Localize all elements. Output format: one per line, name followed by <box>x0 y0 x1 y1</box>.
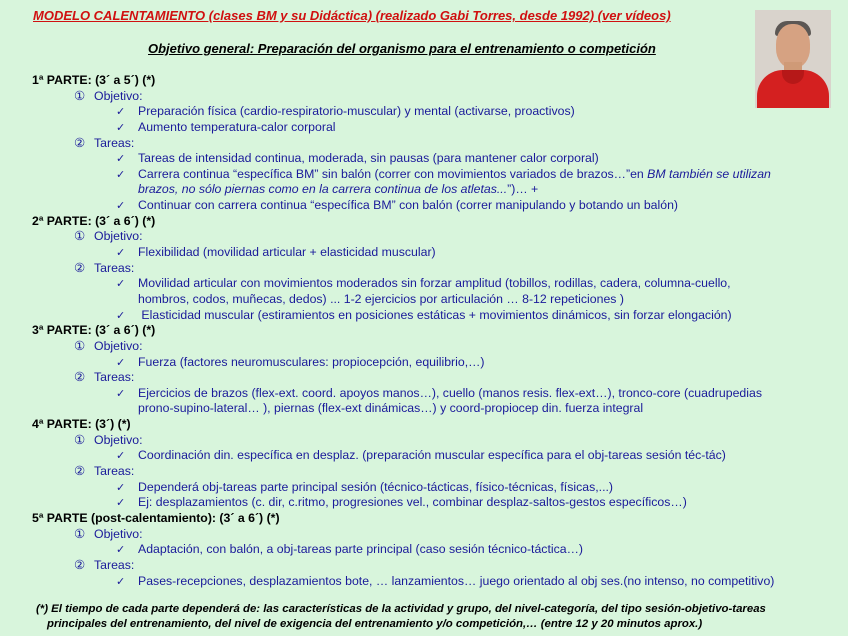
list-item: ✓ Tareas de intensidad continua, moderada, sin pausas (para mantener calor corporal) <box>0 151 848 167</box>
list-item: ✓ Aumento temperatura-calor corporal <box>0 120 848 136</box>
section-number: ① <box>74 229 86 244</box>
list-item: ✓ Elasticidad muscular (estiramientos en posiciones estáticas + movimientos dinámicos, sin forzar elongación) <box>0 308 848 324</box>
section-heading: ② Tareas: <box>74 135 135 150</box>
section-heading: ② Tareas: <box>74 370 135 385</box>
footnote <box>36 602 826 632</box>
part-heading: 1ª PARTE: (3´ a 5´) (*) <box>32 73 156 87</box>
general-objective: Objetivo general: Preparación del organismo para el entrenamiento o competición <box>148 41 656 56</box>
section-heading: ① Objetivo: <box>74 432 143 447</box>
check-icon: ✓ <box>116 387 126 400</box>
check-icon: ✓ <box>116 247 126 260</box>
check-icon: ✓ <box>116 309 126 322</box>
section-number: ① <box>74 338 86 353</box>
list-item: ✓ Adaptación, con balón, a obj-tareas parte principal (caso sesión técnico-táctica…) <box>0 542 848 558</box>
section-heading: ① Objetivo: <box>74 88 143 103</box>
warmup-outline <box>0 73 848 589</box>
footnote-line-1: (*) El tiempo de cada parte dependerá de: las características de la actividad y grupo, del nivel-categoría, del tipo sesión-objetivo-tareas <box>36 603 766 615</box>
section-number: ① <box>74 526 86 541</box>
part-heading: 4ª PARTE: (3´) (*) <box>32 417 131 432</box>
list-item: ✓ Coordinación din. específica en desplaz. (preparación muscular específica para el obj-tareas sesión téc-tác) <box>0 448 848 464</box>
list-item: ✓ Fuerza (factores neuromusculares: propiocepción, equilibrio,…) <box>0 355 848 371</box>
list-item: ✓ Pases-recepciones, desplazamientos bote, … lanzamientos… juego orientado al obj ses.(no intenso, no competitivo) <box>0 574 848 590</box>
list-item: ✓ Flexibilidad (movilidad articular + elasticidad muscular) <box>0 245 848 261</box>
list-item: ✓ Ejercicios de brazos (flex-ext. coord. apoyos manos…), cuello (manos resis. flex-ext…), tronco-core (cuadrupedias <box>0 386 848 402</box>
check-icon: ✓ <box>116 481 126 494</box>
check-icon: ✓ <box>116 575 126 588</box>
section-number: ① <box>74 88 86 103</box>
section-heading: ① Objetivo: <box>74 526 143 541</box>
list-item-continuation: hombros, codos, muñecas, dedos) ... 1-2 ejercicios por articulación … 8-12 repeticiones ) <box>138 291 624 306</box>
list-item: ✓ Continuar con carrera continua “específica BM” con balón (correr manipulando y botando un balón) <box>0 198 848 214</box>
document-title[interactable]: MODELO CALENTAMIENTO (clases BM y su Didáctica) (realizado Gabi Torres, desde 1992) (ver vídeos) <box>33 8 671 23</box>
list-item: ✓ Movilidad articular con movimientos moderados sin forzar amplitud (tobillos, rodillas, cadera, columna-cuello, <box>0 276 848 292</box>
section-heading: ② Tareas: <box>74 557 135 572</box>
section-heading: ① Objetivo: <box>74 229 143 244</box>
section-heading: ② Tareas: <box>74 464 135 479</box>
list-item-continuation: brazos, no sólo piernas como en la carrera continua de los atletas...”)… + <box>138 182 539 197</box>
section-number: ② <box>74 557 86 572</box>
list-item-continuation: prono-supino-lateral… ), piernas (flex-ext dinámicas…) y coord-propiocep din. fuerza integral <box>138 401 644 416</box>
check-icon: ✓ <box>116 121 126 134</box>
section-number: ② <box>74 135 86 150</box>
section-heading: ① Objetivo: <box>74 338 143 353</box>
section-number: ② <box>74 260 86 275</box>
check-icon: ✓ <box>116 450 126 463</box>
footnote-line-2: principales del entrenamiento, del nivel de exigencia del entrenamiento y/o competición,… (entre 12 y 20 minutos aprox.) <box>47 618 703 630</box>
part-heading: 3ª PARTE: (3´ a 6´) (*) <box>32 323 156 338</box>
part-heading: 5ª PARTE (post-calentamiento): (3´ a 6´) (*) <box>32 510 280 525</box>
section-number: ① <box>74 432 86 447</box>
list-item: ✓ Preparación física (cardio-respiratorio-muscular) y mental (activarse, proactivos) <box>0 104 848 120</box>
check-icon: ✓ <box>116 153 126 166</box>
check-icon: ✓ <box>116 356 126 369</box>
check-icon: ✓ <box>116 278 126 291</box>
section-number: ② <box>74 464 86 479</box>
check-icon: ✓ <box>116 106 126 119</box>
check-icon: ✓ <box>116 497 126 510</box>
list-item: ✓ Ej: desplazamientos (c. dir, c.ritmo, progresiones vel., combinar desplaz-saltos-gestos específicos…) <box>0 495 848 511</box>
part-heading: 2ª PARTE: (3´ a 6´) (*) <box>32 213 156 228</box>
check-icon: ✓ <box>116 544 126 557</box>
list-item: ✓ Dependerá obj-tareas parte principal sesión (técnico-tácticas, físico-técnicas, físicas,...) <box>0 480 848 496</box>
list-item: ✓ Carrera continua “específica BM” sin balón (correr con movimientos variados de brazos…”en BM también se utilizan <box>0 167 848 183</box>
check-icon: ✓ <box>116 200 126 213</box>
section-number: ② <box>74 370 86 385</box>
section-heading: ② Tareas: <box>74 260 135 275</box>
check-icon: ✓ <box>116 168 126 181</box>
